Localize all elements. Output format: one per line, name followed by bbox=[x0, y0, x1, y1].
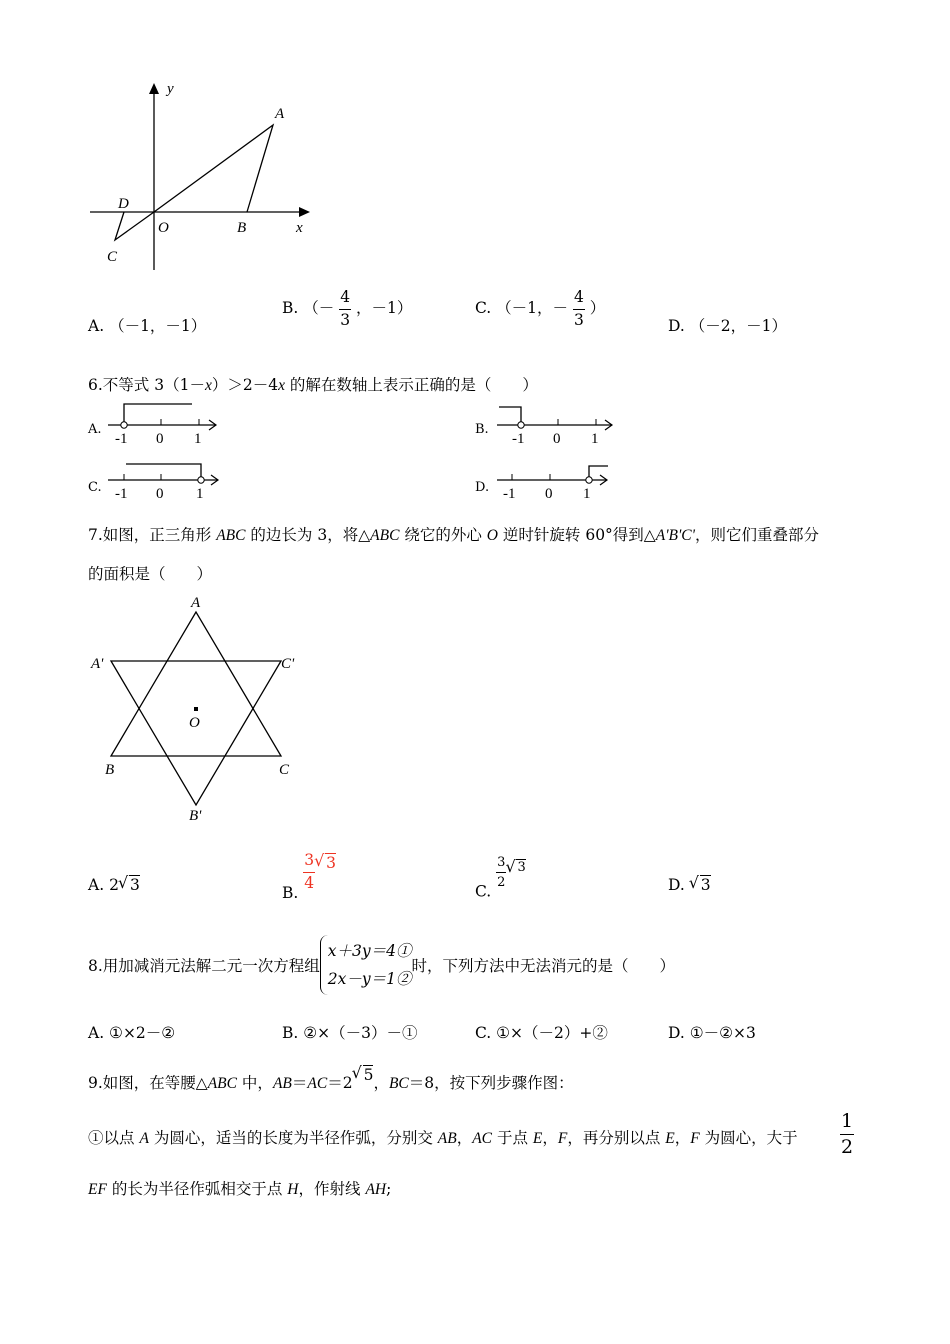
label-x: x bbox=[296, 220, 303, 236]
option-letter: D. bbox=[668, 317, 685, 335]
label-c: C bbox=[279, 762, 290, 778]
tick-label: -1 bbox=[115, 486, 128, 502]
option-post: ） bbox=[589, 299, 606, 317]
tick-label: -1 bbox=[115, 431, 128, 447]
sqrt: √ 3 bbox=[506, 860, 525, 875]
q7-option-a[interactable]: A. 2√ 3 bbox=[88, 876, 140, 894]
tick-label: 1 bbox=[196, 486, 204, 502]
center-point bbox=[194, 707, 198, 711]
sqrt: √ 5 bbox=[353, 1066, 374, 1084]
label-d: D bbox=[118, 196, 129, 212]
q8-option-d[interactable]: D. ①－②×3 bbox=[668, 1024, 756, 1042]
tick-label: 0 bbox=[553, 431, 561, 447]
q8-stem: 8.用加减消元法解二元一次方程组x＋3y＝4① 2x－y＝1②时，下列方法中无法消元的是（ ） bbox=[88, 935, 675, 995]
tick-label: -1 bbox=[512, 431, 525, 447]
option-letter: C. bbox=[475, 882, 492, 901]
sqrt: √ 3 bbox=[119, 876, 140, 894]
tick-label: 0 bbox=[156, 431, 164, 447]
hexagram-figure bbox=[85, 590, 315, 830]
option-letter: A. bbox=[88, 422, 102, 437]
option-letter: D. bbox=[668, 876, 685, 894]
label-o: O bbox=[189, 715, 200, 731]
q5-option-d[interactable] bbox=[668, 314, 787, 336]
number-line-a bbox=[108, 400, 228, 448]
equation-system: x＋3y＝4① 2x－y＝1② bbox=[320, 935, 412, 995]
label-b-prime: B' bbox=[189, 808, 202, 824]
x-axis-arrow bbox=[299, 207, 310, 217]
fraction: $\frac{4}{3}$ bbox=[573, 288, 584, 329]
sqrt: √ 3 bbox=[315, 854, 336, 872]
triangle-abc bbox=[111, 612, 281, 756]
tick-label: 1 bbox=[583, 486, 591, 502]
option-letter: A. bbox=[88, 317, 105, 335]
q9-step2: EF 的长为半径作弧相交于点 H，作射线 AH; bbox=[88, 1180, 392, 1198]
q5-option-a[interactable] bbox=[88, 314, 206, 336]
q9-step1: ①以点 A 为圆心，适当的长度为半径作弧，分别交 AB，AC 于点 E，F，再分别以点 E，F 为圆心，大于 bbox=[88, 1129, 798, 1147]
option-letter: B. bbox=[282, 884, 299, 902]
triangle-oab bbox=[154, 125, 273, 212]
label-b: B bbox=[237, 220, 247, 236]
label-c: C bbox=[107, 249, 118, 265]
number-line-c bbox=[108, 458, 228, 506]
q6-option-c[interactable] bbox=[88, 480, 102, 495]
q6-option-a[interactable] bbox=[88, 422, 102, 437]
option-value: （－2，－1） bbox=[689, 317, 787, 335]
option-post: ，－1） bbox=[356, 299, 413, 317]
q7-option-b[interactable] bbox=[282, 853, 336, 902]
q7-stem-line2: 的面积是（ ） bbox=[88, 565, 213, 583]
option-pre: （－ bbox=[303, 299, 335, 317]
fraction: $\frac{3}{2}$ bbox=[497, 855, 506, 890]
tick-label: 1 bbox=[591, 431, 599, 447]
tick-label: 1 bbox=[194, 431, 202, 447]
tick-label: 0 bbox=[156, 486, 164, 502]
tick-label: 0 bbox=[545, 486, 553, 502]
tick-label: -1 bbox=[503, 486, 516, 502]
label-b: B bbox=[105, 762, 115, 778]
q6-option-d[interactable] bbox=[475, 480, 489, 495]
q9-half-fraction: $\frac{1}{2}$ bbox=[841, 1110, 854, 1158]
q7-stem-line1: 7.如图，正三角形 ABC 的边长为 3，将△ABC 绕它的外心 O 逆时针旋转 60°得到△A'B'C'，则它们重叠部分 bbox=[88, 526, 819, 544]
option-letter: C. bbox=[88, 480, 102, 495]
q6-option-b[interactable] bbox=[475, 422, 489, 437]
fraction: $\frac{3}{4}$ bbox=[304, 851, 315, 892]
option-value: （－1，－1） bbox=[109, 317, 207, 335]
label-a: A bbox=[275, 106, 285, 122]
coordinate-figure bbox=[85, 75, 325, 275]
option-pre: （－1，－ bbox=[496, 299, 569, 317]
triangle-odc bbox=[115, 212, 154, 240]
option-letter: C. bbox=[475, 299, 492, 317]
triangle-apbpcp bbox=[111, 661, 281, 805]
label-a: A bbox=[191, 595, 201, 611]
q8-option-a[interactable]: A. ①×2－② bbox=[88, 1024, 176, 1042]
label-y: y bbox=[167, 81, 174, 97]
number-line-d bbox=[497, 458, 622, 506]
q7-option-d[interactable] bbox=[668, 876, 711, 894]
option-letter: D. bbox=[475, 480, 490, 495]
option-letter: B. bbox=[475, 422, 489, 437]
option-letter: A. bbox=[88, 876, 105, 894]
q9-stem: 9.如图，在等腰△ABC 中，AB＝AC＝2√ 5，BC＝8，按下列步骤作图： bbox=[88, 1066, 574, 1093]
q8-option-c[interactable]: C. ①×（－2）+② bbox=[475, 1024, 608, 1042]
option-letter: B. bbox=[282, 299, 299, 317]
sqrt: √ 3 bbox=[690, 876, 711, 894]
label-c-prime: C' bbox=[281, 656, 295, 672]
label-o: O bbox=[158, 220, 169, 236]
fraction: $\frac{4}{3}$ bbox=[340, 288, 351, 329]
label-a-prime: A' bbox=[91, 656, 104, 672]
q5-option-b[interactable] bbox=[282, 290, 412, 328]
number-line-b bbox=[497, 400, 622, 448]
q6-stem: 6.不等式 3（1－x）＞2－4x 的解在数轴上表示正确的是（ ） bbox=[88, 376, 538, 394]
q8-option-b[interactable]: B. ②×（－3）－① bbox=[282, 1024, 418, 1042]
q7-option-c[interactable] bbox=[475, 856, 526, 901]
q5-option-c[interactable] bbox=[475, 290, 605, 328]
y-axis-arrow bbox=[149, 83, 159, 94]
